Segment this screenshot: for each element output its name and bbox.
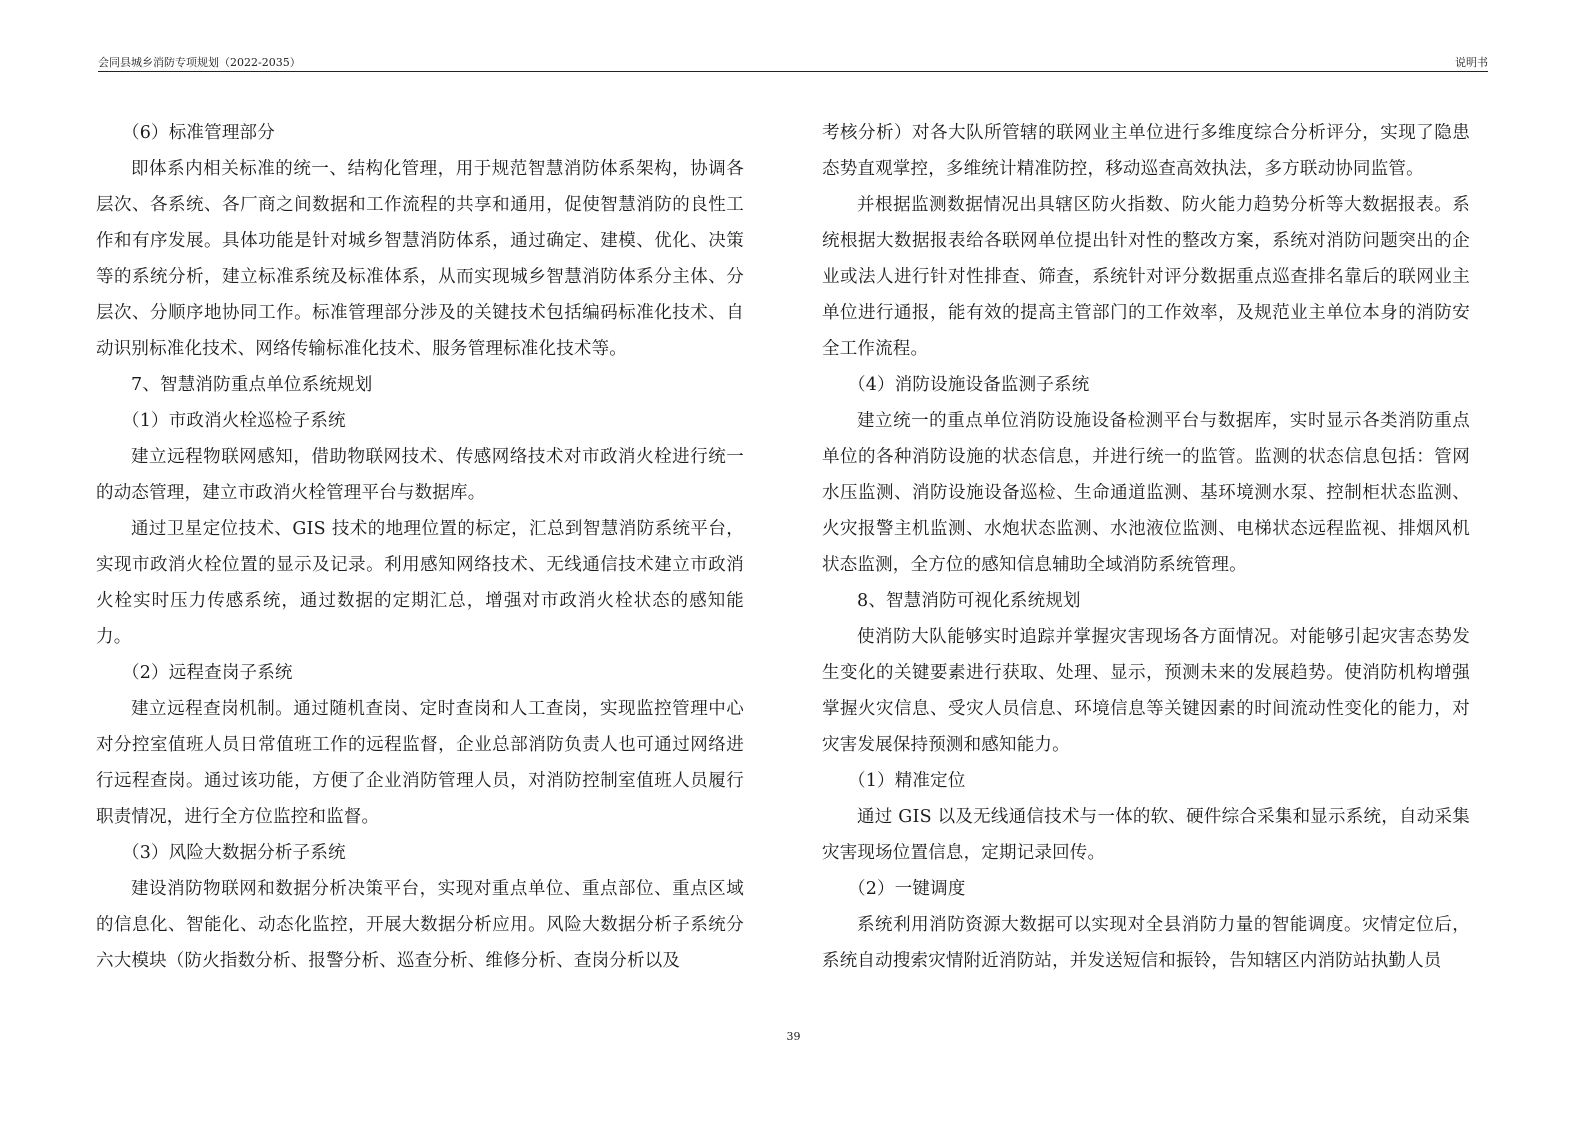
paragraph: 建立远程物联网感知，借助物联网技术、传感网络技术对市政消火栓进行统一的动态管理，建立市政消火栓管理平台与数据库。	[96, 447, 744, 503]
paragraph: 建立统一的重点单位消防设施设备检测平台与数据库，实时显示各类消防重点单位的各种消防设施的状态信息，并进行统一的监管。监测的状态信息包括：管网水压监测、消防设施设备巡检、生命通道监测、基环境测水泵、控制柜状态监测、火灾报警主机监测、水炮状态监测、水池液位监测、电梯状态远程监视、排烟风机状态监测，全方位的感知信息辅助全域消防系统管理。	[822, 411, 1470, 575]
paragraph: （2）一键调度	[848, 879, 966, 899]
paragraph: 通过卫星定位技术、GIS 技术的地理位置的标定，汇总到智慧消防系统平台，实现市政消火栓位置的显示及记录。利用感知网络技术、无线通信技术建立市政消火栓实时压力传感系统，通过数据的定期汇总，增强对市政消火栓状态的感知能力。	[96, 519, 744, 647]
paragraph: （4）消防设施设备监测子系统	[848, 375, 1090, 395]
paragraph: 即体系内相关标准的统一、结构化管理，用于规范智慧消防体系架构，协调各层次、各系统、各厂商之间数据和工作流程的共享和通用，促使智慧消防的良性工作和有序发展。具体功能是针对城乡智慧消防体系，通过确定、建模、优化、决策等的系统分析，建立标准系统及标准体系，从而实现城乡智慧消防体系分主体、分层次、分顺序地协同工作。标准管理部分涉及的关键技术包括编码标准化技术、自动识别标准化技术、网络传输标准化技术、服务管理标准化技术等。	[96, 159, 744, 359]
section-heading: 8、智慧消防可视化系统规划	[857, 591, 1081, 611]
paragraph: （1）市政消火栓巡检子系统	[122, 411, 346, 431]
paragraph: （2）远程查岗子系统	[122, 663, 293, 683]
left-column	[96, 115, 744, 979]
paragraph: 通过 GIS 以及无线通信技术与一体的软、硬件综合采集和显示系统，自动采集灾害现场位置信息，定期记录回传。	[822, 807, 1470, 863]
paragraph: （3）风险大数据分析子系统	[122, 843, 346, 863]
paragraph: 建设消防物联网和数据分析决策平台，实现对重点单位、重点部位、重点区域的信息化、智能化、动态化监控，开展大数据分析应用。风险大数据分析子系统分六大模块（防火指数分析、报警分析、巡查分析、维修分析、查岗分析以及	[96, 879, 744, 971]
paragraph: 使消防大队能够实时追踪并掌握灾害现场各方面情况。对能够引起灾害态势发生变化的关键要素进行获取、处理、显示，预测未来的发展趋势。使消防机构增强掌握火灾信息、受灾人员信息、环境信息等关键因素的时间流动性变化的能力，对灾害发展保持预测和感知能力。	[822, 627, 1470, 755]
paragraph: 考核分析）对各大队所管辖的联网业主单位进行多维度综合分析评分，实现了隐患态势直观掌控，多维统计精准防控，移动巡查高效执法，多方联动协同监管。	[822, 123, 1470, 179]
section-heading: 7、智慧消防重点单位系统规划	[131, 375, 373, 395]
right-column	[822, 115, 1470, 979]
document-type: 说明书	[1455, 56, 1488, 69]
document-title: 会同县城乡消防专项规划（2022-2035）	[98, 56, 301, 69]
paragraph: 系统利用消防资源大数据可以实现对全县消防力量的智能调度。灾情定位后，系统自动搜索灾情附近消防站，并发送短信和振铃，告知辖区内消防站执勤人员	[822, 915, 1470, 971]
page-header	[98, 55, 1488, 72]
paragraph: 建立远程查岗机制。通过随机查岗、定时查岗和人工查岗，实现监控管理中心对分控室值班人员日常值班工作的远程监督，企业总部消防负责人也可通过网络进行远程查岗。通过该功能，方便了企业消防管理人员，对消防控制室值班人员履行职责情况，进行全方位监控和监督。	[96, 699, 744, 827]
paragraph: 并根据监测数据情况出具辖区防火指数、防火能力趋势分析等大数据报表。系统根据大数据报表给各联网单位提出针对性的整改方案，系统对消防问题突出的企业或法人进行针对性排查、筛查，系统针对评分数据重点巡查排名靠后的联网业主单位进行通报，能有效的提高主管部门的工作效率，及规范业主单位本身的消防安全工作流程。	[822, 195, 1470, 359]
paragraph: （6）标准管理部分	[122, 123, 275, 143]
paragraph: （1）精准定位	[848, 771, 966, 791]
page-number: 39	[786, 1030, 801, 1043]
